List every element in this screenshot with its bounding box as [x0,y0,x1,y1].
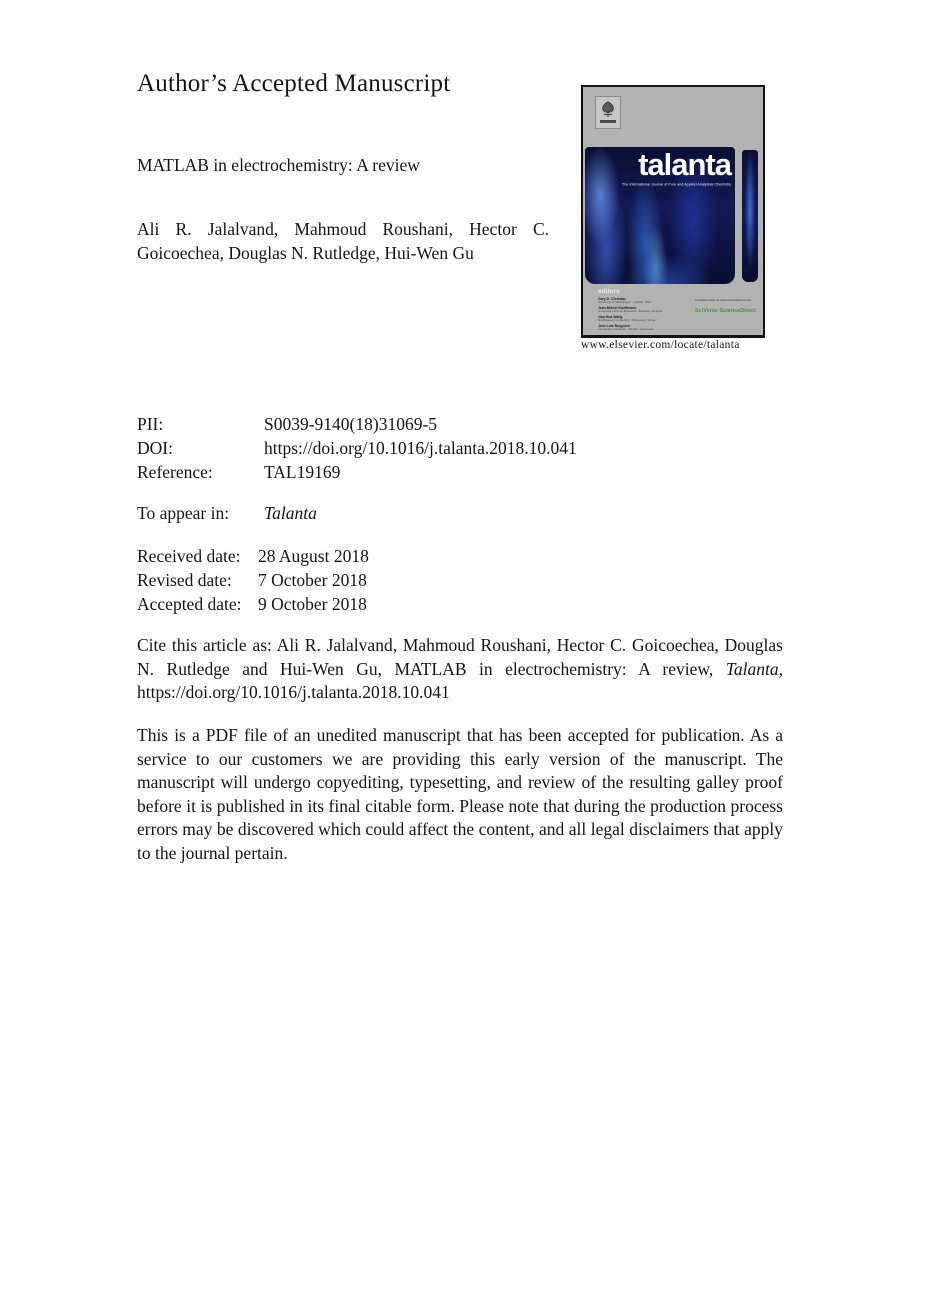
received-date-row: Received date: 28 August 2018 [137,546,369,566]
page-title: Author’s Accepted Manuscript [137,70,451,97]
dates-block [137,545,369,616]
doi-row [137,437,782,461]
to-appear-in-journal: Talanta [264,503,317,523]
journal-url-link[interactable]: www.elsevier.com/locate/talanta [581,339,740,351]
pii-row [137,413,782,437]
metadata-block [137,413,782,484]
doi-label: DOI: [137,437,173,458]
pii-label: PII: [137,414,164,434]
doi-link[interactable]: https://doi.org/10.1016/j.talanta.2018.10.041 [264,437,577,458]
journal-subtitle: The International Journal of Pure and Applied Analytical Chemistry [621,183,731,187]
citation-paragraph [137,634,783,705]
editor-entry: Gary D. Christian University of Washington - Seattle, USA [598,297,651,304]
journal-title: talanta [638,147,731,182]
accepted-date-row: Accepted date: 9 October 2018 [137,593,367,614]
citation-text: Cite this article as: Ali R. Jalalvand, Mahmoud Roushani, Hector C. Goicoechea, Douglas N. Rutledge and Hui-Wen Gu, MATLAB in electrochemistry: A review, [137,635,783,679]
editor-entry: Jian-Hua Wang Northeastern University - Shenyang, China [598,315,656,323]
citation-doi-link[interactable]: https://doi.org/10.1016/j.talanta.2018.10.041 [137,682,450,703]
journal-cover [581,85,765,338]
editors-label: editors [598,288,620,295]
available-online-note: Available online at www.sciencedirect.com [695,298,752,302]
pii-value: S0039-9140(18)31069-5 [264,414,438,434]
author-list: Ali R. Jalalvand, Mahmoud Roushani, Hector C. Goicoechea, Douglas N. Rutledge, Hui-Wen Gu [137,219,549,263]
to-appear-in-row [137,503,317,524]
reference-value: TAL19169 [264,461,341,482]
sciverse-sciencedirect-logo: SciVerse ScienceDirect [695,308,756,314]
editor-entry: Jose Luis Burguera Los Andes University - Merida, Venezuela [598,324,654,332]
elsevier-logo-icon [595,96,621,129]
article-title: MATLAB in electrochemistry: A review [137,155,420,175]
editors-block [598,288,663,333]
citation-journal-name: Talanta, [725,658,783,679]
cover-spine-artwork [742,150,758,282]
cover-artwork [585,147,735,284]
disclaimer-paragraph: This is a PDF file of an unedited manuscript that has been accepted for publication. As a service to our customers we are providing this early version of the manuscript. The manuscript will undergo copyediting, typesetting, and review of the resulting galley proof before it is published in its final citable form. Please note that during the production process errors may be discovered which could affect the content, and all legal disclaimers that apply to the journal pertain. [137,725,783,863]
reference-row [137,461,782,485]
revised-date-row: Revised date: 7 October 2018 [137,569,367,590]
to-appear-in-label: To appear in: [137,503,230,523]
editor-entry: Jean-Michel Kauffmann Universite Libre de Bruxelles - Brussels, Belgium [598,306,663,314]
reference-label: Reference: [137,461,213,482]
